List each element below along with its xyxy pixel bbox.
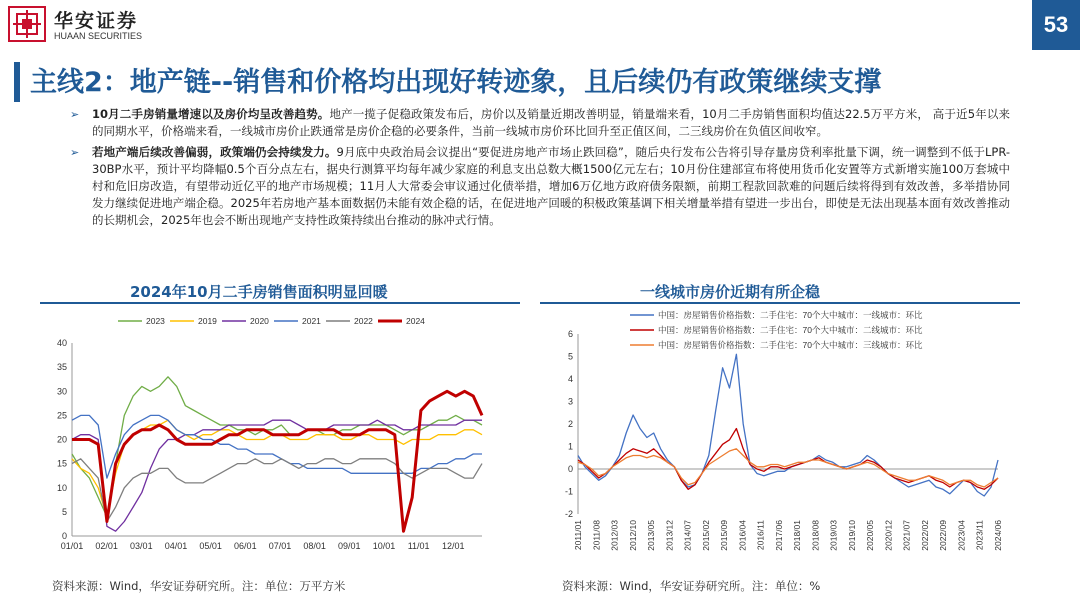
- series-line: [72, 420, 482, 531]
- y-tick-label: 20: [56, 434, 67, 445]
- series-line: [578, 354, 998, 496]
- bullet-item: [70, 106, 1010, 140]
- x-tick-label: 2023/11: [974, 520, 985, 551]
- y-tick-label: 25: [56, 410, 67, 421]
- right-chart-source: 资料来源：Wind，华安证券研究所。注：单位：%: [562, 579, 821, 593]
- x-tick-label: 2020/05: [865, 520, 876, 551]
- bullet-heading: 10月二手房销量增速以及房价均呈改善趋势。: [92, 107, 330, 121]
- x-tick-label: 2024/06: [993, 520, 1003, 551]
- x-tick-label: 09/01: [338, 541, 361, 551]
- bullet-text: 地产一揽子促稳政策发布后，房价以及销量近期改善明显，销量端来看，10月二手房销售面积均值达22.5万平方米， 高于近5年以来的同期水平，价格端来看，一线城市房价止跌通常是房价企稳的必要条件，当前一线城市房价环比回升至正值区间，二三线房价在负值区间收窄。: [92, 107, 1010, 138]
- x-tick-label: 2016/04: [737, 520, 748, 551]
- x-tick-label: 2021/07: [901, 520, 912, 551]
- arrow-bullet-icon: ➢: [70, 146, 80, 159]
- y-tick-label: 4: [567, 374, 573, 384]
- y-tick-label: 0: [61, 531, 67, 541]
- legend-label: 中国：房屋销售价格指数：二手住宅：70个大中城市：一线城市：环比: [658, 310, 923, 320]
- company-logo: [8, 6, 46, 42]
- y-tick-label: 6: [567, 329, 573, 339]
- x-tick-label: 04/01: [164, 541, 188, 551]
- legend-label: 2024: [406, 316, 425, 326]
- x-tick-label: 02/01: [95, 541, 118, 551]
- x-tick-label: 2013/05: [646, 520, 657, 551]
- left-chart-source: 资料来源：Wind，华安证券研究所。注：单位：万平方米: [52, 579, 346, 593]
- y-tick-label: 0: [567, 464, 573, 474]
- x-tick-label: 2023/04: [956, 520, 967, 551]
- x-tick-label: 2015/09: [719, 520, 730, 551]
- x-tick-label: 2018/01: [792, 520, 803, 551]
- x-tick-label: 2018/08: [810, 520, 821, 551]
- y-tick-label: 30: [56, 386, 67, 397]
- x-tick-label: 03/01: [130, 541, 153, 551]
- x-tick-label: 07/01: [268, 541, 292, 551]
- right-chart-title: 一线城市房价近期有所企稳: [640, 283, 821, 301]
- x-tick-label: 2016/11: [755, 520, 766, 551]
- bullet-item: [70, 144, 1010, 229]
- x-tick-label: 2022/02: [919, 520, 930, 551]
- x-tick-label: 08/01: [303, 541, 326, 551]
- legend-label: 中国：房屋销售价格指数：二手住宅：70个大中城市：二线城市：环比: [658, 325, 923, 335]
- x-tick-label: 06/01: [234, 541, 257, 551]
- x-tick-label: 11/01: [407, 541, 430, 551]
- right-line-chart: [540, 306, 1020, 576]
- y-tick-label: 2: [567, 419, 573, 429]
- right-chart-rule: [540, 302, 1020, 304]
- x-tick-label: 2011/01: [573, 520, 583, 551]
- y-tick-label: 10: [56, 482, 67, 493]
- x-tick-label: 05/01: [199, 541, 222, 551]
- x-tick-label: 01/01: [60, 541, 84, 551]
- y-tick-label: 35: [56, 362, 67, 373]
- left-line-chart: [40, 308, 520, 560]
- x-tick-label: 2013/12: [664, 520, 675, 551]
- x-tick-label: 2017/06: [773, 520, 784, 551]
- legend-label: 中国：房屋销售价格指数：二手住宅：70个大中城市：三线城市：环比: [658, 340, 923, 350]
- x-tick-label: 2022/09: [938, 520, 949, 551]
- company-name-en: HUAAN SECURITIES: [54, 31, 143, 41]
- y-tick-label: 5: [567, 351, 573, 362]
- x-tick-label: 2020/12: [883, 520, 894, 551]
- y-tick-label: 1: [567, 441, 573, 452]
- title-accent-bar: [14, 62, 20, 102]
- left-chart-title: 2024年10月二手房销售面积明显回暖: [130, 283, 388, 301]
- y-tick-label: 3: [567, 396, 573, 407]
- x-tick-label: 2012/03: [609, 520, 620, 551]
- y-tick-label: -2: [564, 509, 573, 519]
- legend-label: 2019: [198, 316, 217, 326]
- left-chart-rule: [40, 302, 520, 304]
- series-line: [72, 377, 482, 517]
- x-tick-label: 2019/10: [846, 520, 857, 551]
- x-tick-label: 2011/08: [591, 520, 602, 551]
- x-tick-label: 12/01: [442, 541, 465, 551]
- y-tick-label: -1: [564, 486, 573, 497]
- x-tick-label: 2014/07: [682, 520, 693, 551]
- page-number: 53: [1032, 0, 1080, 50]
- y-tick-label: 40: [56, 338, 67, 348]
- legend-label: 2021: [302, 316, 321, 326]
- y-tick-label: 5: [61, 506, 67, 517]
- company-name: 华安证券: [54, 10, 139, 32]
- bullet-list: [70, 106, 1010, 233]
- legend-label: 2022: [354, 316, 373, 326]
- legend-label: 2020: [250, 316, 269, 326]
- bullet-heading: 若地产端后续改善偏弱，政策端仍会持续发力。: [92, 145, 337, 159]
- x-tick-label: 2019/03: [828, 520, 839, 551]
- arrow-bullet-icon: ➢: [70, 108, 80, 121]
- y-tick-label: 15: [56, 458, 67, 469]
- page-title: 主线2：地产链--销售和价格均出现好转迹象，且后续仍有政策继续支撑: [30, 67, 882, 98]
- x-tick-label: 10/01: [372, 541, 396, 551]
- bullet-text: 9月底中央政治局会议提出“要促进房地产市场止跌回稳”，随后央行发布公告将引导存量房贷利率批量下调，统一调整到不低于LPR-30BP水平，预计平均降幅0.5个百分点左右，据央行测算平均每年减少家庭的利息支出总数大概1500亿元左右；10月份住建部宣布将使用货币化安置等方式新增实施100万套城中村和危旧房改造，有望带动近亿平的地产市场规模；11月人大常委会审议通过化债举措，增加6万亿地方政府债务限额，前期工程款回款难的问题后续将得到有效改善，多举措协同发力继续促进地产端企稳。2025年若房地产基本面数据仍未能有效企稳的话，在促进地产回暖的积极政策基调下相关增量举措有望进一步出台，即使是无法出现基本面有效改善推动的长期机会，2025年也会不断出现地产支持性政策持续出台推动的脉冲式行情。: [92, 145, 1010, 227]
- x-tick-label: 2015/02: [700, 520, 711, 551]
- x-tick-label: 2012/10: [627, 520, 638, 551]
- series-line: [578, 429, 998, 490]
- legend-label: 2023: [146, 316, 165, 326]
